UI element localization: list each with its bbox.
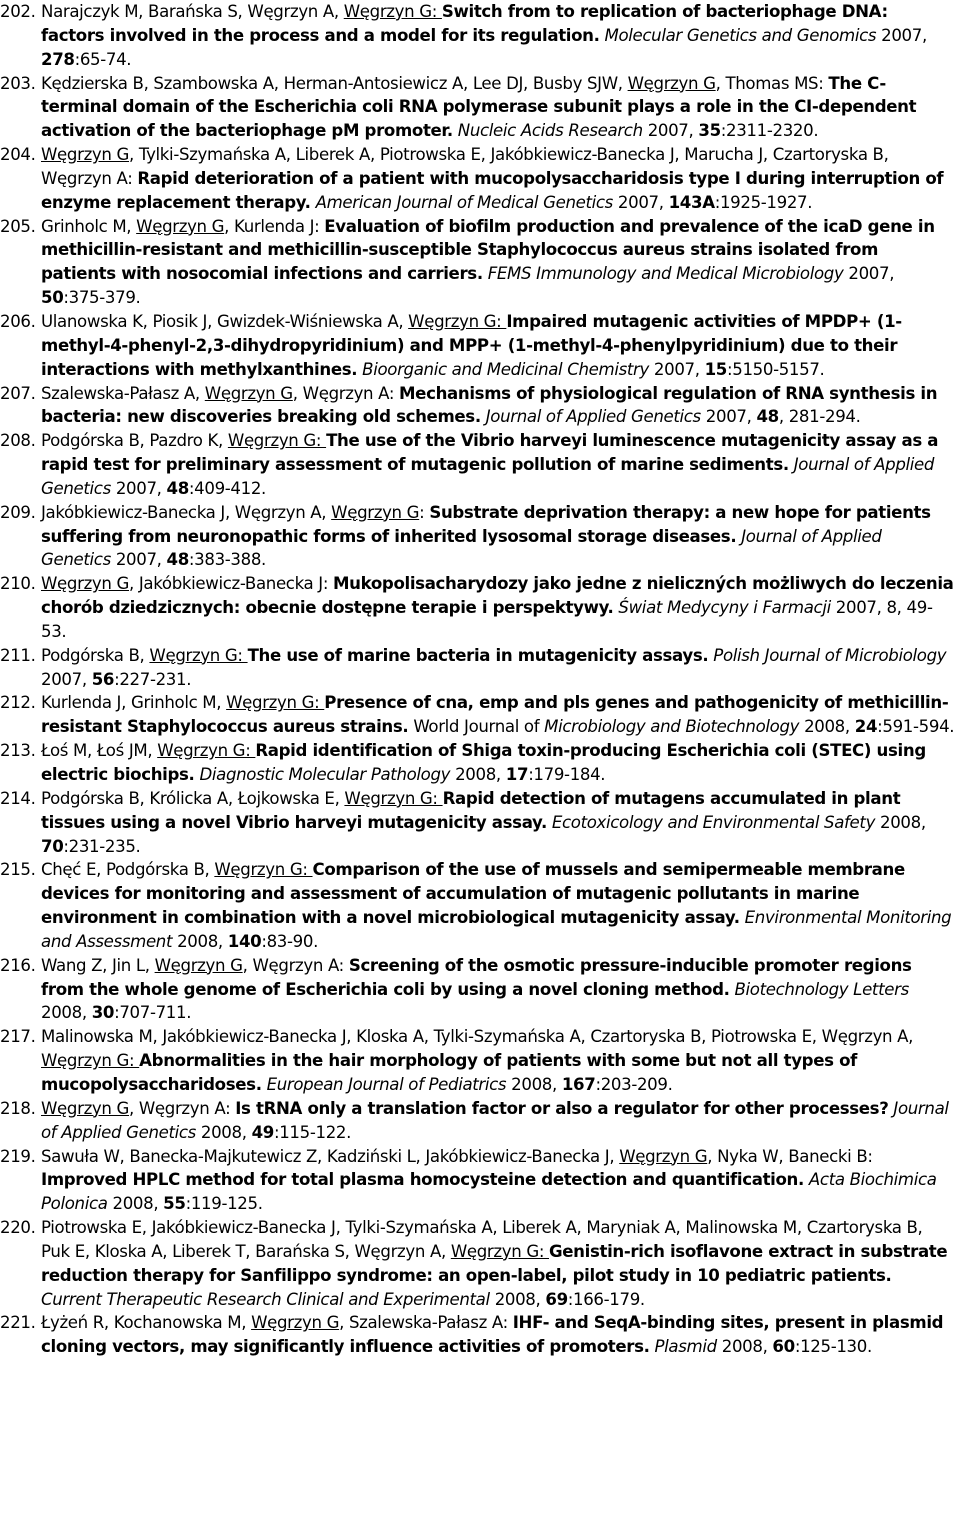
reference-number: 216. bbox=[0, 955, 36, 975]
reference-journal: Journal of Applied Genetics bbox=[41, 526, 882, 570]
reference-number: 210. bbox=[0, 574, 36, 594]
reference-volume: 48 bbox=[756, 407, 779, 427]
reference-volume: 69 bbox=[545, 1289, 568, 1309]
reference-body bbox=[41, 74, 916, 141]
reference-title: The C-terminal domain of the Escherichia coli RNA polymerase subunit plays a role in the CI-dependent activation of the bacteriophage pM promoter. bbox=[41, 73, 917, 141]
author-link[interactable]: Węgrzyn G: bbox=[344, 788, 443, 808]
author-link[interactable]: Węgrzyn G bbox=[41, 145, 130, 165]
author-link[interactable]: Węgrzyn G: bbox=[408, 311, 507, 331]
reference-entry bbox=[0, 1097, 956, 1145]
reference-volume: 35 bbox=[698, 121, 721, 141]
reference-pages: , 281-294. bbox=[778, 407, 861, 427]
reference-pages: :119-125. bbox=[185, 1194, 263, 1214]
reference-authors: Grinholc M, bbox=[41, 216, 137, 236]
reference-pages: :65-74. bbox=[74, 49, 132, 69]
reference-title: Mechanisms of physiological regulation of RNA synthesis in bacteria: new discoveries breaking old schemes. bbox=[41, 383, 938, 427]
reference-title: Rapid identification of Shiga toxin-producing Escherichia coli (STEC) using electric biochips. bbox=[41, 741, 926, 784]
reference-volume: 48 bbox=[166, 478, 189, 498]
reference-entry bbox=[0, 1025, 956, 1097]
reference-title: Comparison of the use of mussels and semipermeable membrane devices for monitoring and assessment of accumulation of mutagenic pollutants in marine environment in combination with a novel microbiological mutagenicity assay. bbox=[41, 860, 905, 928]
reference-journal: Journal of Applied Genetics bbox=[41, 455, 935, 498]
author-link[interactable]: Węgrzyn G: bbox=[214, 860, 313, 880]
reference-journal: Świat Medycyny i Farmacji bbox=[618, 598, 831, 618]
reference-entry bbox=[0, 1216, 956, 1311]
reference-pages: :591-594. bbox=[877, 717, 955, 737]
reference-year: 2007, bbox=[647, 121, 699, 141]
reference-body bbox=[41, 384, 937, 427]
reference-title: Abnormalities in the hair morphology of patients with some but not all types of mucopolysaccharidoses. bbox=[41, 1051, 857, 1094]
reference-entry bbox=[0, 691, 956, 739]
reference-authors: Szalewska-Pałasz A, bbox=[41, 383, 205, 403]
reference-year: 2008, bbox=[112, 1194, 164, 1214]
reference-number: 204. bbox=[0, 145, 36, 165]
reference-body bbox=[41, 312, 902, 379]
reference-entry bbox=[0, 644, 956, 692]
author-link[interactable]: Węgrzyn G bbox=[331, 502, 420, 522]
reference-title: Is tRNA only a translation factor or also a regulator for other processes? bbox=[235, 1098, 889, 1118]
reference-number: 217. bbox=[0, 1027, 36, 1047]
reference-volume: 30 bbox=[91, 1003, 115, 1023]
reference-volume: 60 bbox=[772, 1337, 795, 1357]
reference-body bbox=[41, 503, 931, 570]
reference-pages: :125-130. bbox=[794, 1337, 872, 1357]
reference-pages: :203-209. bbox=[595, 1074, 673, 1094]
reference-pages: :409-412. bbox=[188, 478, 266, 498]
reference-pages: :166-179. bbox=[567, 1289, 645, 1309]
reference-pages: :375-379. bbox=[63, 288, 141, 308]
author-link[interactable]: Węgrzyn G bbox=[204, 383, 293, 403]
reference-authors: Kędzierska B, Szambowska A, Herman-Antosiewicz A, Lee DJ, Busby SJW, bbox=[41, 73, 628, 93]
reference-title: Switch from to replication of bacteriophage DNA: factors involved in the process and a model for its regulation. bbox=[41, 2, 888, 45]
reference-authors: Sawuła W, Banecka-Majkutewicz Z, Kadziński L, Jakóbkiewicz-Banecka J, bbox=[41, 1146, 620, 1166]
reference-number: 207. bbox=[0, 383, 36, 403]
author-link[interactable]: Węgrzyn G bbox=[251, 1313, 340, 1333]
reference-entry bbox=[0, 501, 956, 573]
reference-number: 220. bbox=[0, 1218, 36, 1238]
reference-volume: 17 bbox=[505, 765, 529, 784]
reference-pages: :5150-5157. bbox=[727, 359, 825, 379]
reference-year: 2007, bbox=[848, 264, 895, 284]
reference-entry bbox=[0, 1145, 956, 1217]
reference-entry bbox=[0, 215, 956, 310]
reference-body bbox=[41, 1147, 937, 1214]
reference-body bbox=[41, 1218, 947, 1309]
reference-title: Evaluation of biofilm production and prevalence of the icaD gene in methicillin-resistant and methicillin-susceptible Staphylococcus aureus strains isolated from patients with nosocomial infections and carriers. bbox=[41, 216, 935, 284]
author-link[interactable]: Węgrzyn G: bbox=[226, 693, 325, 713]
reference-authors: Wang Z, Jin L, bbox=[41, 955, 155, 975]
reference-year: 2008, bbox=[511, 1074, 562, 1094]
reference-journal: Environmental Monitoring and Assessment bbox=[41, 908, 952, 951]
reference-authors: Chęć E, Podgórska B, bbox=[41, 860, 215, 880]
reference-entry bbox=[0, 572, 956, 644]
reference-year: 2008, bbox=[804, 717, 855, 737]
reference-number: 218. bbox=[0, 1098, 36, 1118]
reference-pages: :227-231. bbox=[114, 669, 192, 689]
reference-authors: Podgórska B, Królicka A, Łojkowska E, bbox=[41, 788, 345, 808]
author-link[interactable]: Węgrzyn G bbox=[154, 955, 243, 975]
reference-authors: Malinowska M, Jakóbkiewicz-Banecka J, Kloska A, Tylki-Szymańska A, Czartoryska B, Piotrowska E, Węgrzyn A, bbox=[41, 1027, 914, 1047]
reference-number: 208. bbox=[0, 431, 36, 451]
author-link[interactable]: Węgrzyn G bbox=[619, 1146, 708, 1166]
reference-journal: Ecotoxicology and Environmental Safety bbox=[551, 812, 876, 832]
reference-authors-rest: , Kurlenda J: bbox=[224, 216, 325, 236]
reference-year: 2007, bbox=[617, 192, 669, 212]
reference-authors-rest: , Węgrzyn A: bbox=[129, 1098, 236, 1118]
reference-title: Genistin-rich isoflavone extract in substrate reduction therapy for Sanfilippo syndrome: an open-label, pilot study in 10 pediatric patients. bbox=[41, 1241, 948, 1285]
reference-pages: :1925-1927. bbox=[714, 192, 813, 212]
reference-volume: 167 bbox=[561, 1074, 596, 1094]
reference-title: Substrate deprivation therapy: a new hope for patients suffering from neuronopathic forms of inherited lysosomal storage diseases. bbox=[41, 502, 931, 546]
reference-body bbox=[41, 431, 938, 498]
reference-volume: 24 bbox=[854, 717, 878, 737]
reference-authors: Kurlenda J, Grinholc M, bbox=[41, 693, 227, 713]
reference-year: 2008, bbox=[41, 1003, 92, 1023]
reference-body bbox=[41, 956, 912, 1023]
reference-year: 2007, bbox=[653, 359, 705, 379]
reference-pages: :2311-2320. bbox=[720, 121, 819, 141]
reference-entry bbox=[0, 739, 956, 787]
author-link[interactable]: Węgrzyn G: bbox=[157, 741, 256, 761]
reference-entry bbox=[0, 382, 956, 430]
author-link[interactable]: Węgrzyn G bbox=[136, 216, 225, 236]
reference-year: 2007, bbox=[705, 407, 757, 427]
reference-authors: Narajczyk M, Barańska S, Węgrzyn A, bbox=[41, 2, 344, 21]
reference-volume: 49 bbox=[251, 1122, 274, 1142]
reference-entry bbox=[0, 787, 956, 859]
reference-body bbox=[41, 217, 935, 308]
reference-volume: 143A bbox=[668, 192, 715, 212]
reference-entry bbox=[0, 954, 956, 1026]
reference-entry bbox=[0, 429, 956, 501]
reference-title: Rapid detection of mutagens accumulated in plant tissues using a novel Vibrio harveyi mutagenicity assay. bbox=[41, 788, 901, 832]
reference-number: 221. bbox=[0, 1313, 36, 1333]
reference-authors-rest: , Nyka W, Banecki B: bbox=[707, 1146, 873, 1166]
reference-authors-rest: , Węgrzyn A: bbox=[292, 383, 400, 403]
reference-volume: 50 bbox=[41, 288, 64, 308]
reference-body bbox=[41, 1099, 949, 1142]
author-link[interactable]: Węgrzyn G: bbox=[227, 431, 327, 451]
reference-number: 212. bbox=[0, 693, 36, 713]
reference-entry bbox=[0, 858, 956, 953]
reference-entry bbox=[0, 143, 956, 215]
author-link[interactable]: Węgrzyn G bbox=[41, 574, 130, 594]
reference-authors: Łoś M, Łoś JM, bbox=[41, 741, 158, 761]
reference-authors: Jakóbkiewicz-Banecka J, Węgrzyn A, bbox=[41, 502, 332, 522]
reference-journal: Acta Biochimica Polonica bbox=[41, 1170, 937, 1214]
reference-title: The use of the Vibrio harveyi luminescence mutagenicity assay as a rapid test for preliminary assessment of mutagenic pollution of marine sediments. bbox=[41, 431, 939, 475]
reference-authors: Podgórska B, bbox=[41, 645, 150, 665]
reference-number: 202. bbox=[0, 2, 36, 21]
reference-body bbox=[41, 646, 946, 689]
reference-volume: 140 bbox=[227, 931, 262, 951]
reference-entry bbox=[0, 310, 956, 382]
author-link[interactable]: Węgrzyn G: bbox=[450, 1241, 549, 1261]
author-link[interactable]: Węgrzyn G bbox=[41, 1098, 130, 1118]
reference-number: 206. bbox=[0, 311, 36, 331]
reference-year: 2007, bbox=[881, 25, 927, 45]
reference-number: 205. bbox=[0, 216, 36, 236]
reference-authors-rest: , Thomas MS: bbox=[715, 73, 829, 93]
reference-body bbox=[41, 789, 926, 856]
reference-year: 2008, bbox=[879, 812, 926, 832]
reference-journal: Bioorganic and Medicinal Chemistry bbox=[362, 359, 649, 379]
reference-year: 2008, bbox=[455, 765, 506, 784]
reference-title: Presence of cna, emp and pls genes and pathogenicity of methicillin-resistant Staphylococcus aureus strains. bbox=[41, 693, 949, 737]
author-link[interactable]: Węgrzyn G bbox=[627, 73, 716, 93]
reference-pages: :83-90. bbox=[261, 931, 318, 951]
reference-journal: Nucleic Acids Research bbox=[457, 121, 643, 141]
reference-body bbox=[41, 1027, 913, 1094]
reference-title: Mukopolisacharydozy jako jedne z nieliczných możliwych do leczenia chorób dziedzicznych: obecnie dostępne terapie i perspektywy. bbox=[41, 574, 954, 618]
reference-authors-rest: , Tylki-Szymańska A, Liberek A, Piotrowska E, Jakóbkiewicz-Banecka J, Marucha J, Czartoryska B, Węgrzyn A: bbox=[41, 145, 889, 188]
reference-volume: 278 bbox=[41, 49, 75, 69]
reference-year: 2007, 8, 49-53. bbox=[41, 598, 933, 641]
reference-body bbox=[41, 574, 954, 641]
reference-journal: American Journal of Medical Genetics bbox=[315, 192, 613, 212]
author-link[interactable]: Węgrzyn G: bbox=[343, 2, 442, 21]
reference-title: IHF- and SeqA-binding sites, present in plasmid cloning vectors, may significantly influence activities of promoters. bbox=[41, 1313, 944, 1357]
reference-volume: 55 bbox=[163, 1194, 186, 1214]
reference-journal: Current Therapeutic Research Clinical and Experimental bbox=[41, 1289, 490, 1309]
reference-year: 2008, bbox=[494, 1289, 546, 1309]
reference-volume: 48 bbox=[166, 550, 189, 570]
reference-number: 211. bbox=[0, 645, 36, 665]
reference-body bbox=[41, 1313, 943, 1356]
reference-pages: :115-122. bbox=[273, 1122, 352, 1142]
reference-body bbox=[41, 2, 927, 69]
reference-number: 219. bbox=[0, 1146, 36, 1166]
reference-number: 214. bbox=[0, 788, 36, 808]
reference-title: The use of marine bacteria in mutagenicity assays. bbox=[247, 645, 709, 665]
reference-title: Improved HPLC method for total plasma homocysteine detection and quantification. bbox=[41, 1170, 804, 1190]
reference-journal: FEMS Immunology and Medical Microbiology bbox=[487, 264, 844, 284]
reference-title: Impaired mutagenic activities of MPDP+ (1-methyl-4-phenyl-2,3-dihydropyridinium) and MPP+ (1-methyl-4-phenylpyridinium) due to their interactions with methylxanthines. bbox=[41, 311, 902, 379]
reference-body bbox=[41, 860, 951, 951]
reference-authors-rest: , Jakóbkiewicz-Banecka J: bbox=[129, 574, 333, 594]
reference-number: 215. bbox=[0, 860, 36, 880]
reference-volume: 15 bbox=[704, 359, 727, 379]
reference-body bbox=[41, 145, 943, 212]
reference-title: Screening of the osmotic pressure-inducible promoter regions from the whole genome of Escherichia coli by using a novel cloning method. bbox=[41, 955, 912, 999]
reference-journal: Journal of Applied Genetics bbox=[41, 1098, 949, 1142]
reference-journal: Microbiology and Biotechnology bbox=[544, 717, 800, 737]
reference-number: 209. bbox=[0, 502, 36, 522]
reference-entry bbox=[0, 0, 956, 72]
reference-journal-prefix: World Journal of bbox=[413, 717, 545, 737]
reference-number: 213. bbox=[0, 741, 36, 761]
reference-year: 2007, bbox=[115, 550, 167, 570]
reference-authors: Łyżeń R, Kochanowska M, bbox=[41, 1313, 252, 1333]
reference-volume: 70 bbox=[41, 836, 64, 856]
reference-year: 2007, bbox=[115, 478, 167, 498]
reference-year: 2008, bbox=[721, 1337, 773, 1357]
reference-pages: :179-184. bbox=[528, 765, 606, 784]
reference-authors: Piotrowska E, Jakóbkiewicz-Banecka J, Tylki-Szymańska A, Liberek A, Maryniak A, Malinowska M, Czartoryska B, Puk E, Kloska A, Liberek T, Barańska S, Węgrzyn A, bbox=[41, 1218, 923, 1261]
reference-authors: Podgórska B, Pazdro K, bbox=[41, 431, 228, 451]
reference-year: 2008, bbox=[200, 1122, 252, 1142]
reference-authors-rest: : bbox=[419, 502, 430, 522]
reference-journal: Plasmid bbox=[654, 1337, 717, 1357]
reference-authors-rest: , Węgrzyn A: bbox=[242, 955, 349, 975]
reference-authors-rest: , Szalewska-Pałasz A: bbox=[339, 1313, 513, 1333]
reference-journal: European Journal of Pediatrics bbox=[266, 1074, 507, 1094]
reference-entry bbox=[0, 72, 956, 144]
reference-body bbox=[41, 693, 954, 736]
reference-journal: Polish Journal of Microbiology bbox=[713, 645, 947, 665]
reference-journal: Molecular Genetics and Genomics bbox=[604, 25, 877, 45]
reference-journal: Journal of Applied Genetics bbox=[485, 407, 701, 427]
reference-pages: :231-235. bbox=[63, 836, 141, 856]
reference-pages: :707-711. bbox=[114, 1003, 192, 1023]
reference-pages: :383-388. bbox=[188, 550, 266, 570]
reference-year: 2008, bbox=[177, 931, 228, 951]
reference-body bbox=[41, 741, 926, 784]
reference-journal: Biotechnology Letters bbox=[734, 979, 909, 999]
author-link[interactable]: Węgrzyn G: bbox=[149, 645, 248, 665]
reference-entry bbox=[0, 1311, 956, 1359]
reference-volume: 56 bbox=[91, 669, 115, 689]
reference-journal: Diagnostic Molecular Pathology bbox=[199, 765, 451, 784]
author-link[interactable]: Węgrzyn G: bbox=[41, 1051, 140, 1071]
reference-authors: Ulanowska K, Piosik J, Gwizdek-Wiśniewska A, bbox=[41, 311, 409, 331]
reference-year: 2007, bbox=[41, 669, 92, 689]
reference-number: 203. bbox=[0, 73, 36, 93]
reference-title: Rapid deterioration of a patient with mucopolysaccharidosis type I during interruption of enzyme replacement therapy. bbox=[41, 168, 944, 212]
